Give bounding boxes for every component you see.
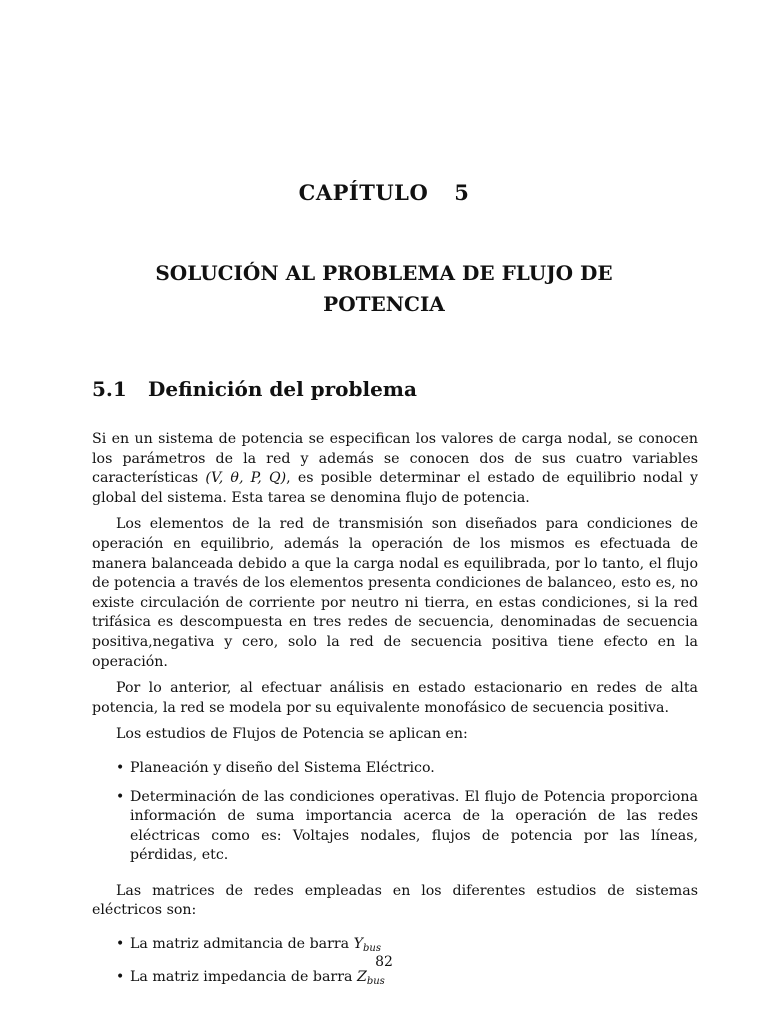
list-item [92,788,698,866]
section-number: 5.1 [92,377,127,401]
applications-list [92,759,698,866]
ybus-subscript: bus [363,943,382,955]
bullet-icon: • [116,968,125,985]
chapter-title [0,258,768,320]
chapter-title-line1: SOLUCIÓN AL PROBLEMA DE FLUJO DE [155,261,613,285]
list-item [92,968,698,992]
list-item-text: Planeación y diseño del Sistema Eléctrico. [130,759,435,776]
chapter-heading [0,180,768,205]
section-heading [92,377,417,401]
paragraph-2: Los elementos de la red de transmisión son diseñados para condiciones de operación en equilibrio, además la operación de los mismos es efectuada de manera balanceada debido a que la carga nodal es equilibrada, por lo tanto, el flujo de potencia a través de los elementos presenta condiciones de balanceo, esto es, no existe circulación de corriente por neutro ni tierra, en estas condiciones, si la red trifásica es descompuesta en tres redes de secuencia, denominadas de secuencia positiva,negativa y cero, solo la red de secuencia positiva tiene efecto en la operación. [92,516,698,670]
list-item-text: La matriz impedancia de barra [130,968,357,985]
bullet-icon: • [116,936,125,953]
ybus-symbol: Y [353,936,364,953]
paragraph-1 [92,430,698,508]
list-item [92,759,698,779]
paragraph-1-part-a: Si en un sistema de potencia se especifican los valores de carga nodal, se conocen los parámetros de la red y además se conocen dos de sus cuatro variables características [92,431,698,487]
paragraph-1-part-b: , es posible determinar el estado de equilibrio nodal y global del sistema. Esta tarea se denomina flujo de potencia. [92,470,699,506]
section-title: Definición del problema [148,377,417,401]
chapter-number: 5 [454,180,470,205]
list-item-text: La matriz admitancia de barra [130,936,354,953]
paragraph-5: Las matrices de redes empleadas en los diferentes estudios de sistemas eléctricos son: [92,882,698,919]
paragraph-3: Por lo anterior, al efectuar análisis en estado estacionario en redes de alta potencia, la red se modela por su equivalente monofásico de secuencia positiva. [92,680,698,716]
paragraph-4: Los estudios de Flujos de Potencia se aplican en: [116,726,468,743]
body-text [92,430,698,1007]
chapter-title-line2: POTENCIA [323,292,445,316]
variables-math: (V, θ, P, Q) [205,470,287,487]
bullet-icon: • [116,759,125,776]
list-item-text: Determinación de las condiciones operativas. El flujo de Potencia proporciona información de suma importancia acerca de la operación de las redes eléctricas como es: Voltajes nodales, flujos de potencia por las líneas, pérdidas, etc. [130,788,698,864]
zbus-subscript: bus [366,975,385,987]
page-number: 82 [375,954,393,970]
bullet-icon: • [116,788,125,805]
chapter-label: CAPÍTULO [298,180,429,205]
zbus-symbol: Z [356,968,367,985]
